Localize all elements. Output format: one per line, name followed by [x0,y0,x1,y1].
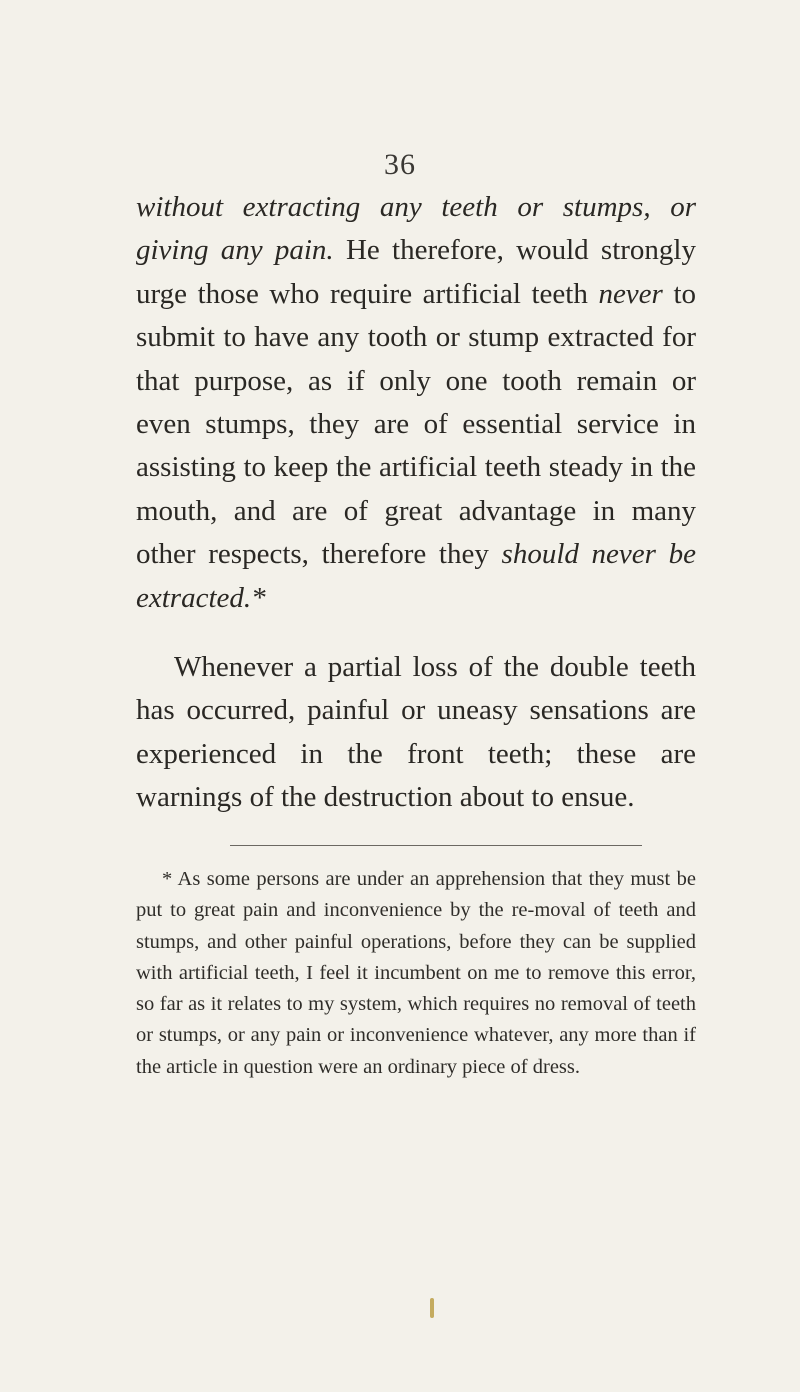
italic-opening: without extracting any teeth or stumps, or giving any pain. [136,191,696,267]
footnote-divider [230,845,642,846]
paragraph-1-text-b: to submit to have any tooth or stump extracted for that purpose, as if only one tooth remain or even stumps, they are of essential service in assisting to keep the artificial teeth steady in the mouth, and are of great advantage in many other respects, therefore they [136,277,696,571]
paragraph-1 [136,186,696,620]
main-text [136,186,696,820]
footnote [136,864,696,1083]
paragraph-1-text-a: He therefore, would strongly urge those who require artificial teeth [136,234,696,310]
footnote-text: * As some persons are under an apprehension that they must be put to great pain and inconvenience by the re-moval of teeth and stumps, and other painful operations, before they can be supplied with artificial teeth, I feel it incumbent on me to remove this error, so far as it relates to my system, which requires no removal of teeth or stumps, or any pain or inconvenience whatever, any more than if the article in question were an ordinary piece of dress. [136,868,696,1078]
italic-closing: should never be extracted.* [136,538,697,614]
ink-speck [430,1298,434,1318]
paragraph-2: Whenever a partial loss of the double teeth has occurred, painful or uneasy sensations are experienced in the front teeth; these are warnings of the destruction about to ensue. [136,651,696,814]
italic-never: never [598,277,663,310]
page-number: 36 [384,148,416,181]
